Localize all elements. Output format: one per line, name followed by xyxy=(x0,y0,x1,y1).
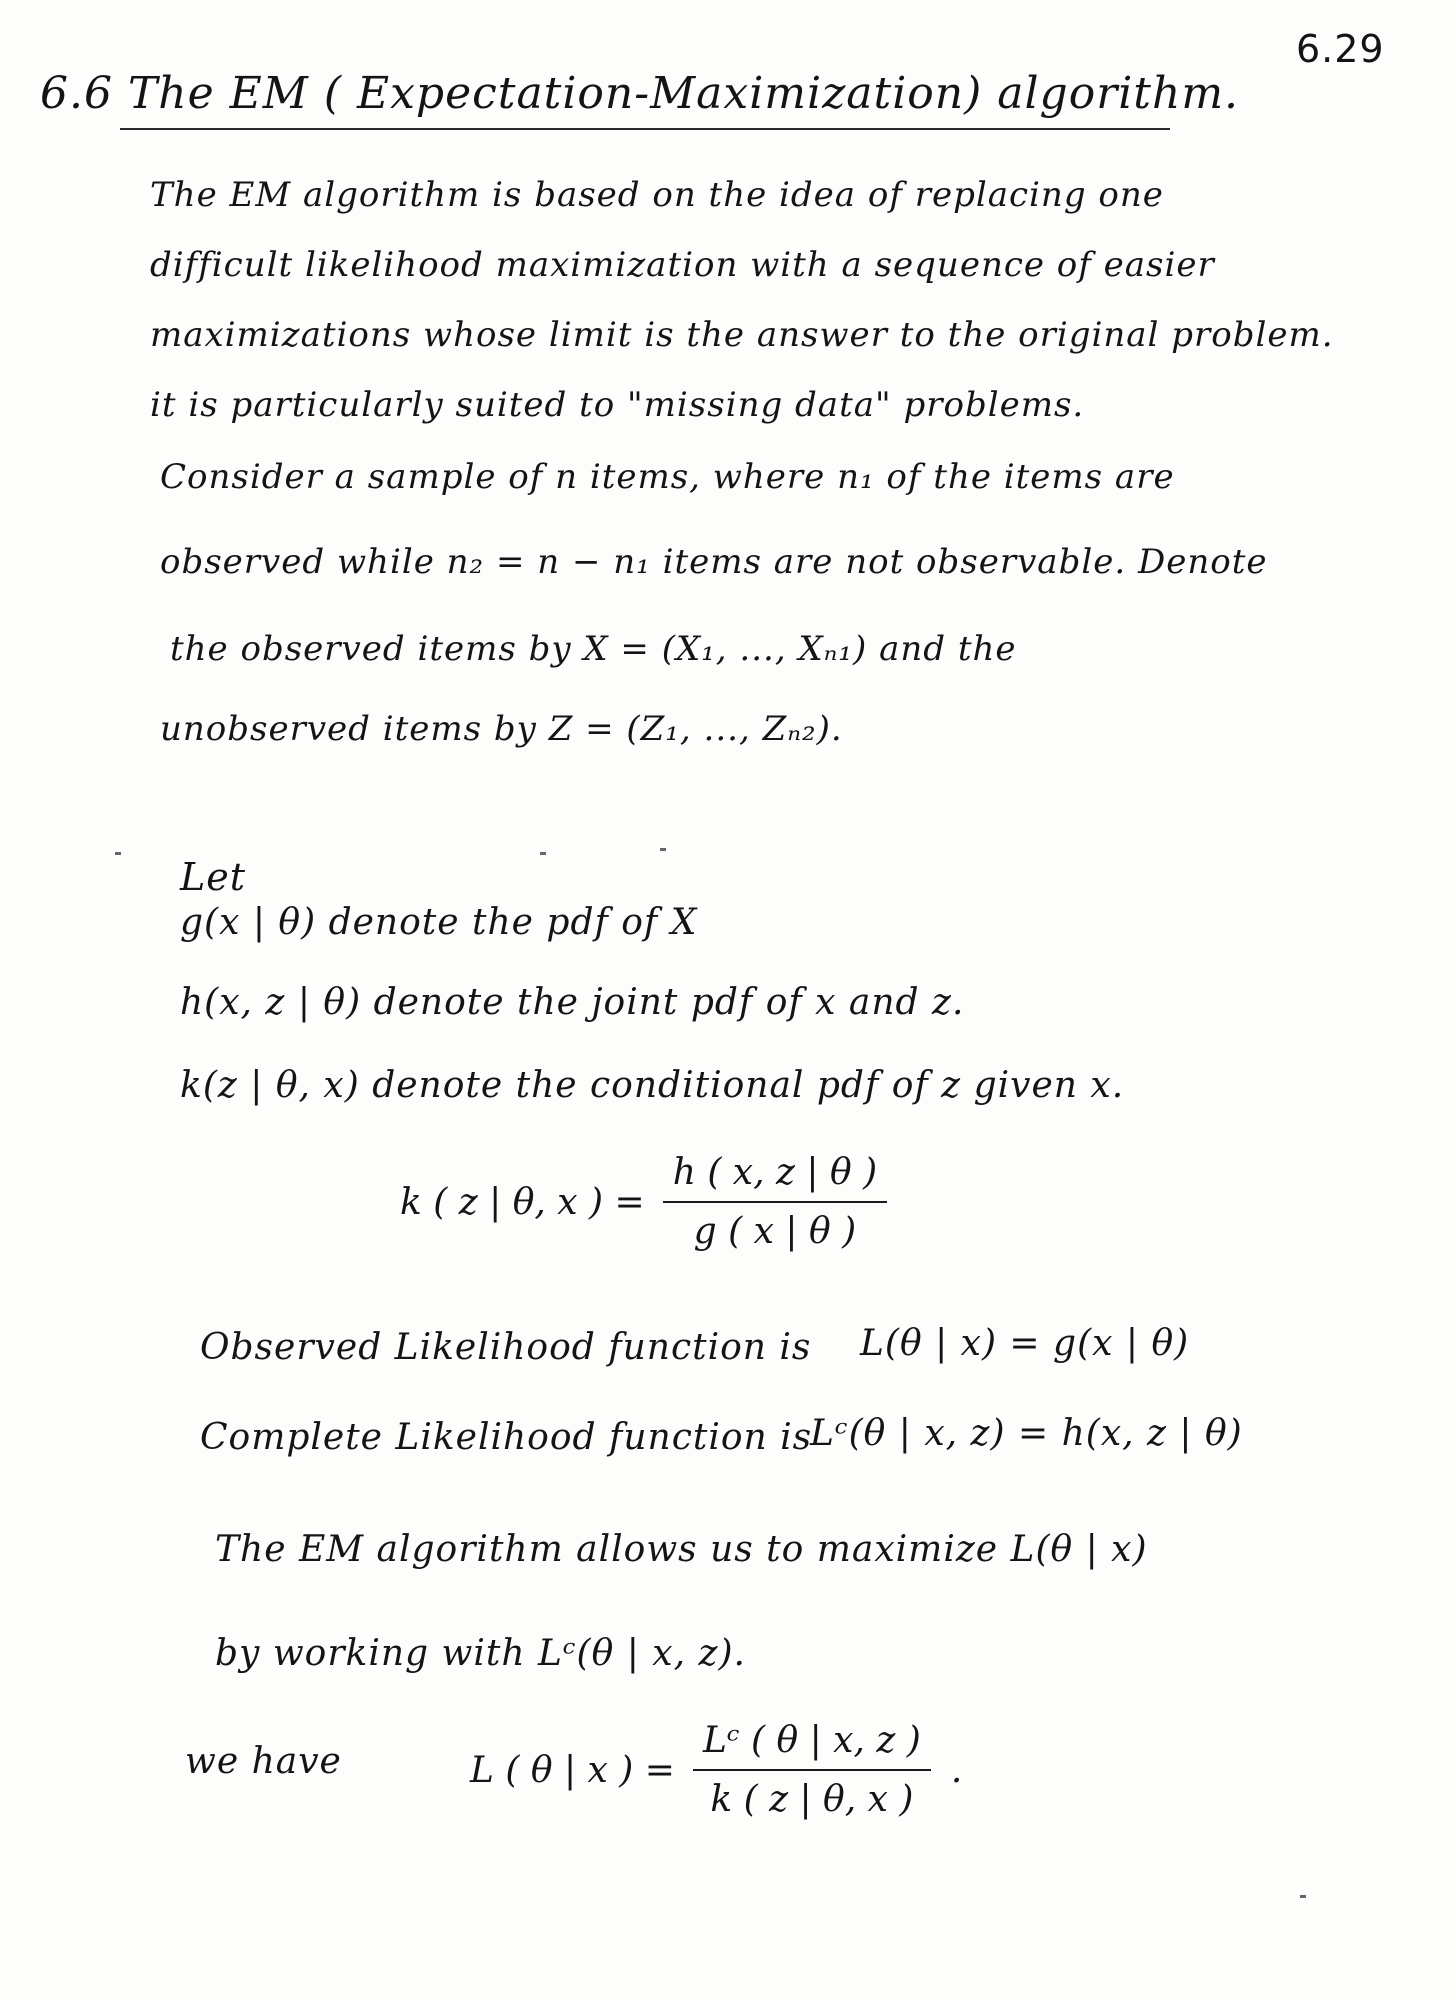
likelihood-ratio-formula xyxy=(470,1720,962,1820)
observed-likelihood-label: Observed Likelihood function is xyxy=(200,1327,812,1368)
conditional-pdf-formula xyxy=(400,1152,887,1252)
em-statement-line: The EM algorithm allows us to maximize L(θ | x) xyxy=(215,1529,1148,1570)
complete-likelihood-equation: Lᶜ(θ | x, z) = h(x, z | θ) xyxy=(810,1413,1243,1454)
fraction xyxy=(663,1152,887,1252)
fraction-denominator: g ( x | θ ) xyxy=(693,1211,857,1252)
intro-line: it is particularly suited to "missing data" problems. xyxy=(150,385,1085,425)
definition-conditional-pdf: k(z | θ, x) denote the conditional pdf of z given x. xyxy=(180,1065,1125,1106)
let-label: Let xyxy=(180,855,246,899)
fraction-numerator: Lᶜ ( θ | x, z ) xyxy=(702,1720,921,1761)
intro-line: the observed items by X = (X₁, ..., Xₙ₁) and the xyxy=(170,629,1017,669)
page-number: 6.29 xyxy=(1296,27,1385,71)
formula-lhs: L ( θ | x ) = xyxy=(470,1749,675,1791)
observed-likelihood-equation: L(θ | x) = g(x | θ) xyxy=(860,1323,1190,1364)
fraction-denominator: k ( z | θ, x ) xyxy=(710,1779,914,1820)
stray-pen-mark xyxy=(660,848,666,851)
stray-pen-mark xyxy=(1300,1895,1306,1898)
intro-line: The EM algorithm is based on the idea of replacing one xyxy=(150,175,1164,215)
stray-pen-mark xyxy=(115,852,121,855)
fraction xyxy=(693,1720,931,1820)
em-statement-line: by working with Lᶜ(θ | x, z). xyxy=(215,1633,746,1674)
title-underline xyxy=(120,128,1170,130)
intro-line: maximizations whose limit is the answer to the original problem. xyxy=(150,315,1334,355)
fraction-numerator: h ( x, z | θ ) xyxy=(672,1152,878,1193)
we-have-label: we have xyxy=(185,1741,342,1782)
formula-period: . xyxy=(950,1749,963,1791)
intro-line: difficult likelihood maximization with a sequence of easier xyxy=(150,245,1215,285)
complete-likelihood-label: Complete Likelihood function is xyxy=(200,1417,813,1458)
intro-line: observed while n₂ = n − n₁ items are not observable. Denote xyxy=(160,542,1268,582)
formula-lhs: k ( z | θ, x ) = xyxy=(400,1181,645,1223)
stray-pen-mark xyxy=(540,852,546,855)
intro-line: unobserved items by Z = (Z₁, ..., Zₙ₂). xyxy=(160,709,843,749)
intro-line: Consider a sample of n items, where n₁ of the items are xyxy=(160,457,1175,497)
section-title: 6.6 The EM ( Expectation-Maximization) algorithm. xyxy=(40,68,1240,119)
definition-joint-pdf: h(x, z | θ) denote the joint pdf of x and z. xyxy=(180,982,965,1023)
definition-marginal-pdf: g(x | θ) denote the pdf of X xyxy=(180,902,698,943)
